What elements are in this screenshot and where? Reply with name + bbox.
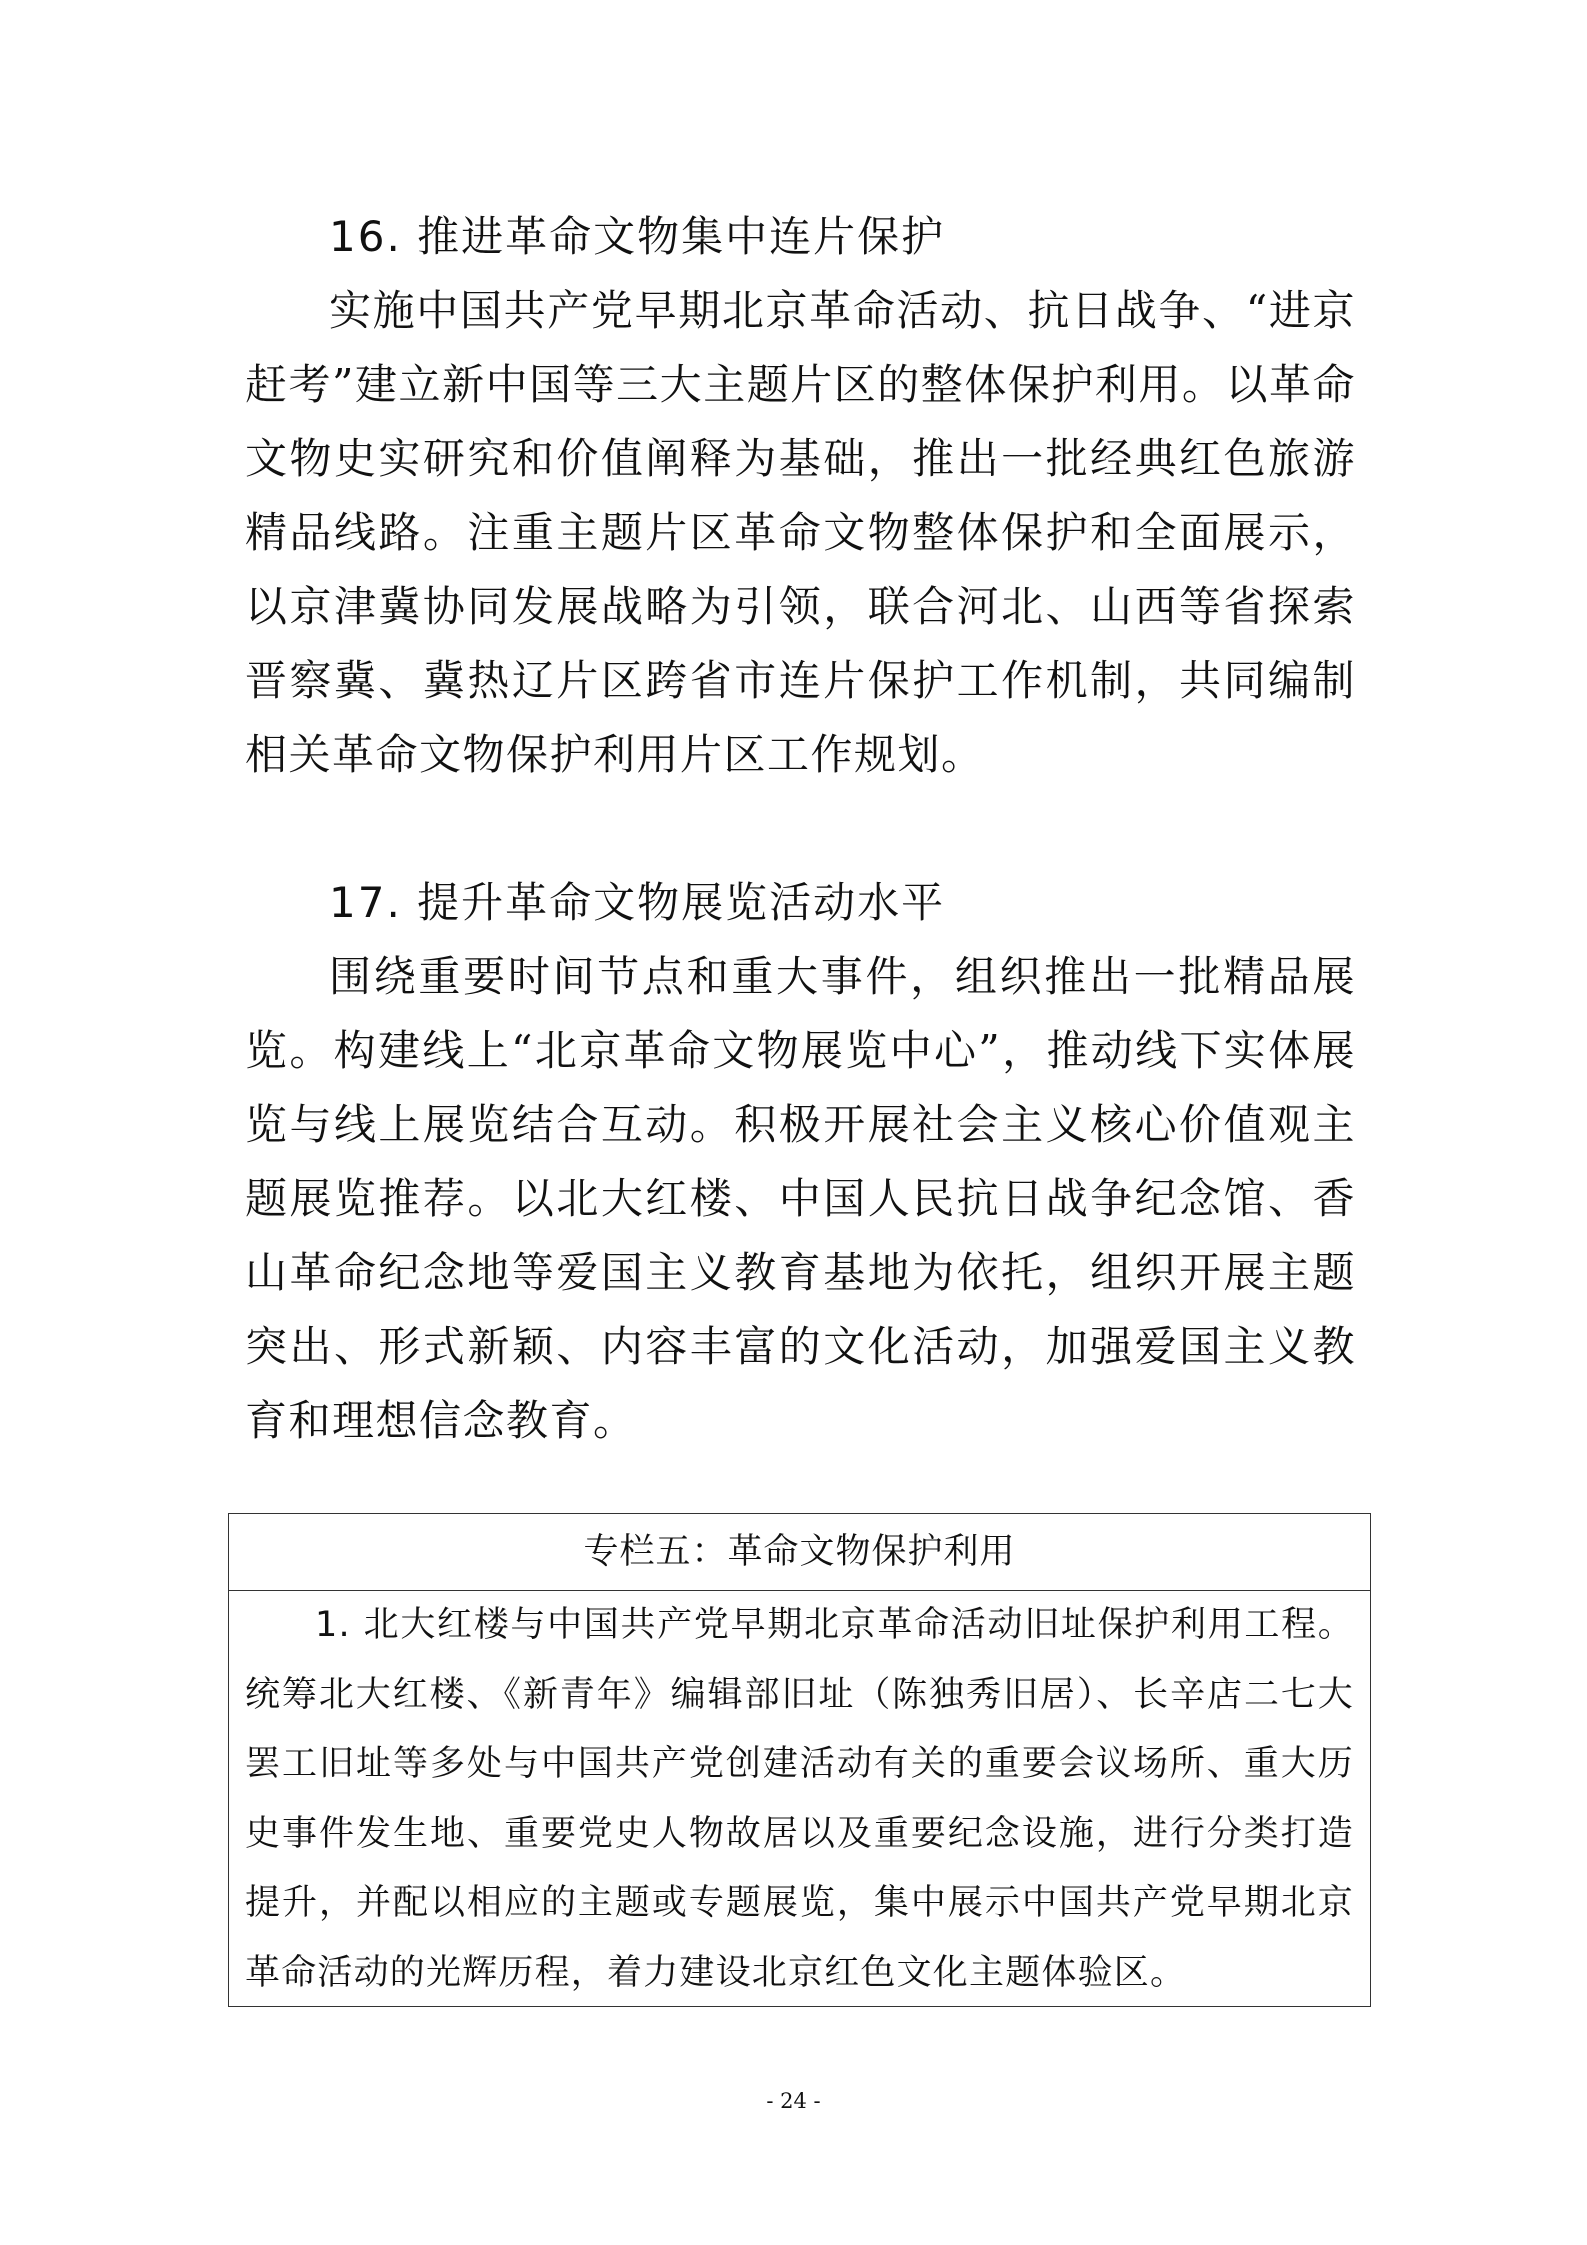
section-paragraph-17: 围绕重要时间节点和重大事件，组织推出一批精品展览。构建线上“北京革命文物展览中心”，推动线下实体展览与线上展览结合互动。积极开展社会主义核心价值观主题展览推荐。以北大红楼、中国人民抗日战争纪念馆、香山革命纪念地等爱国主义教育基地为依托，组织开展主题突出、形式新颖、内容丰富的文化活动，加强爱国主义教育和理想信念教育。 (245, 952, 1356, 1445)
column-box (228, 1513, 1371, 2007)
section-paragraph-16: 实施中国共产党早期北京革命活动、抗日战争、“进京赶考”建立新中国等三大主题片区的整体保护利用。以革命文物史实研究和价值阐释为基础，推出一批经典红色旅游精品线路。注重主题片区革命文物整体保护和全面展示，以京津冀协同发展战略为引领，联合河北、山西等省探索晋察冀、冀热辽片区跨省市连片保护工作机制，共同编制相关革命文物保护利用片区工作规划。 (245, 286, 1356, 779)
main-content (245, 200, 1356, 1458)
page-number: - 24 - (766, 2089, 821, 2113)
section-heading-17: 17. 提升革命文物展览活动水平 (329, 878, 946, 927)
column-box-item-lead: 1. 北大红楼与中国共产党早期北京革命活动旧址保护利用工程。 (315, 1605, 1354, 1645)
column-box-body (229, 1591, 1370, 2008)
section-gap (245, 792, 1356, 866)
section-heading-16: 16. 推进革命文物集中连片保护 (329, 212, 946, 261)
column-box-title: 专栏五：革命文物保护利用 (229, 1514, 1370, 1591)
column-box-item-body: 统筹北大红楼、《新青年》编辑部旧址（陈独秀旧居）、长辛店二七大罢工旧址等多处与中国共产党创建活动有关的重要会议场所、重大历史事件发生地、重要党史人物故居以及重要纪念设施，进行分类打造提升，并配以相应的主题或专题展览，集中展示中国共产党早期北京革命活动的光辉历程，着力建设北京红色文化主题体验区。 (245, 1674, 1354, 1993)
